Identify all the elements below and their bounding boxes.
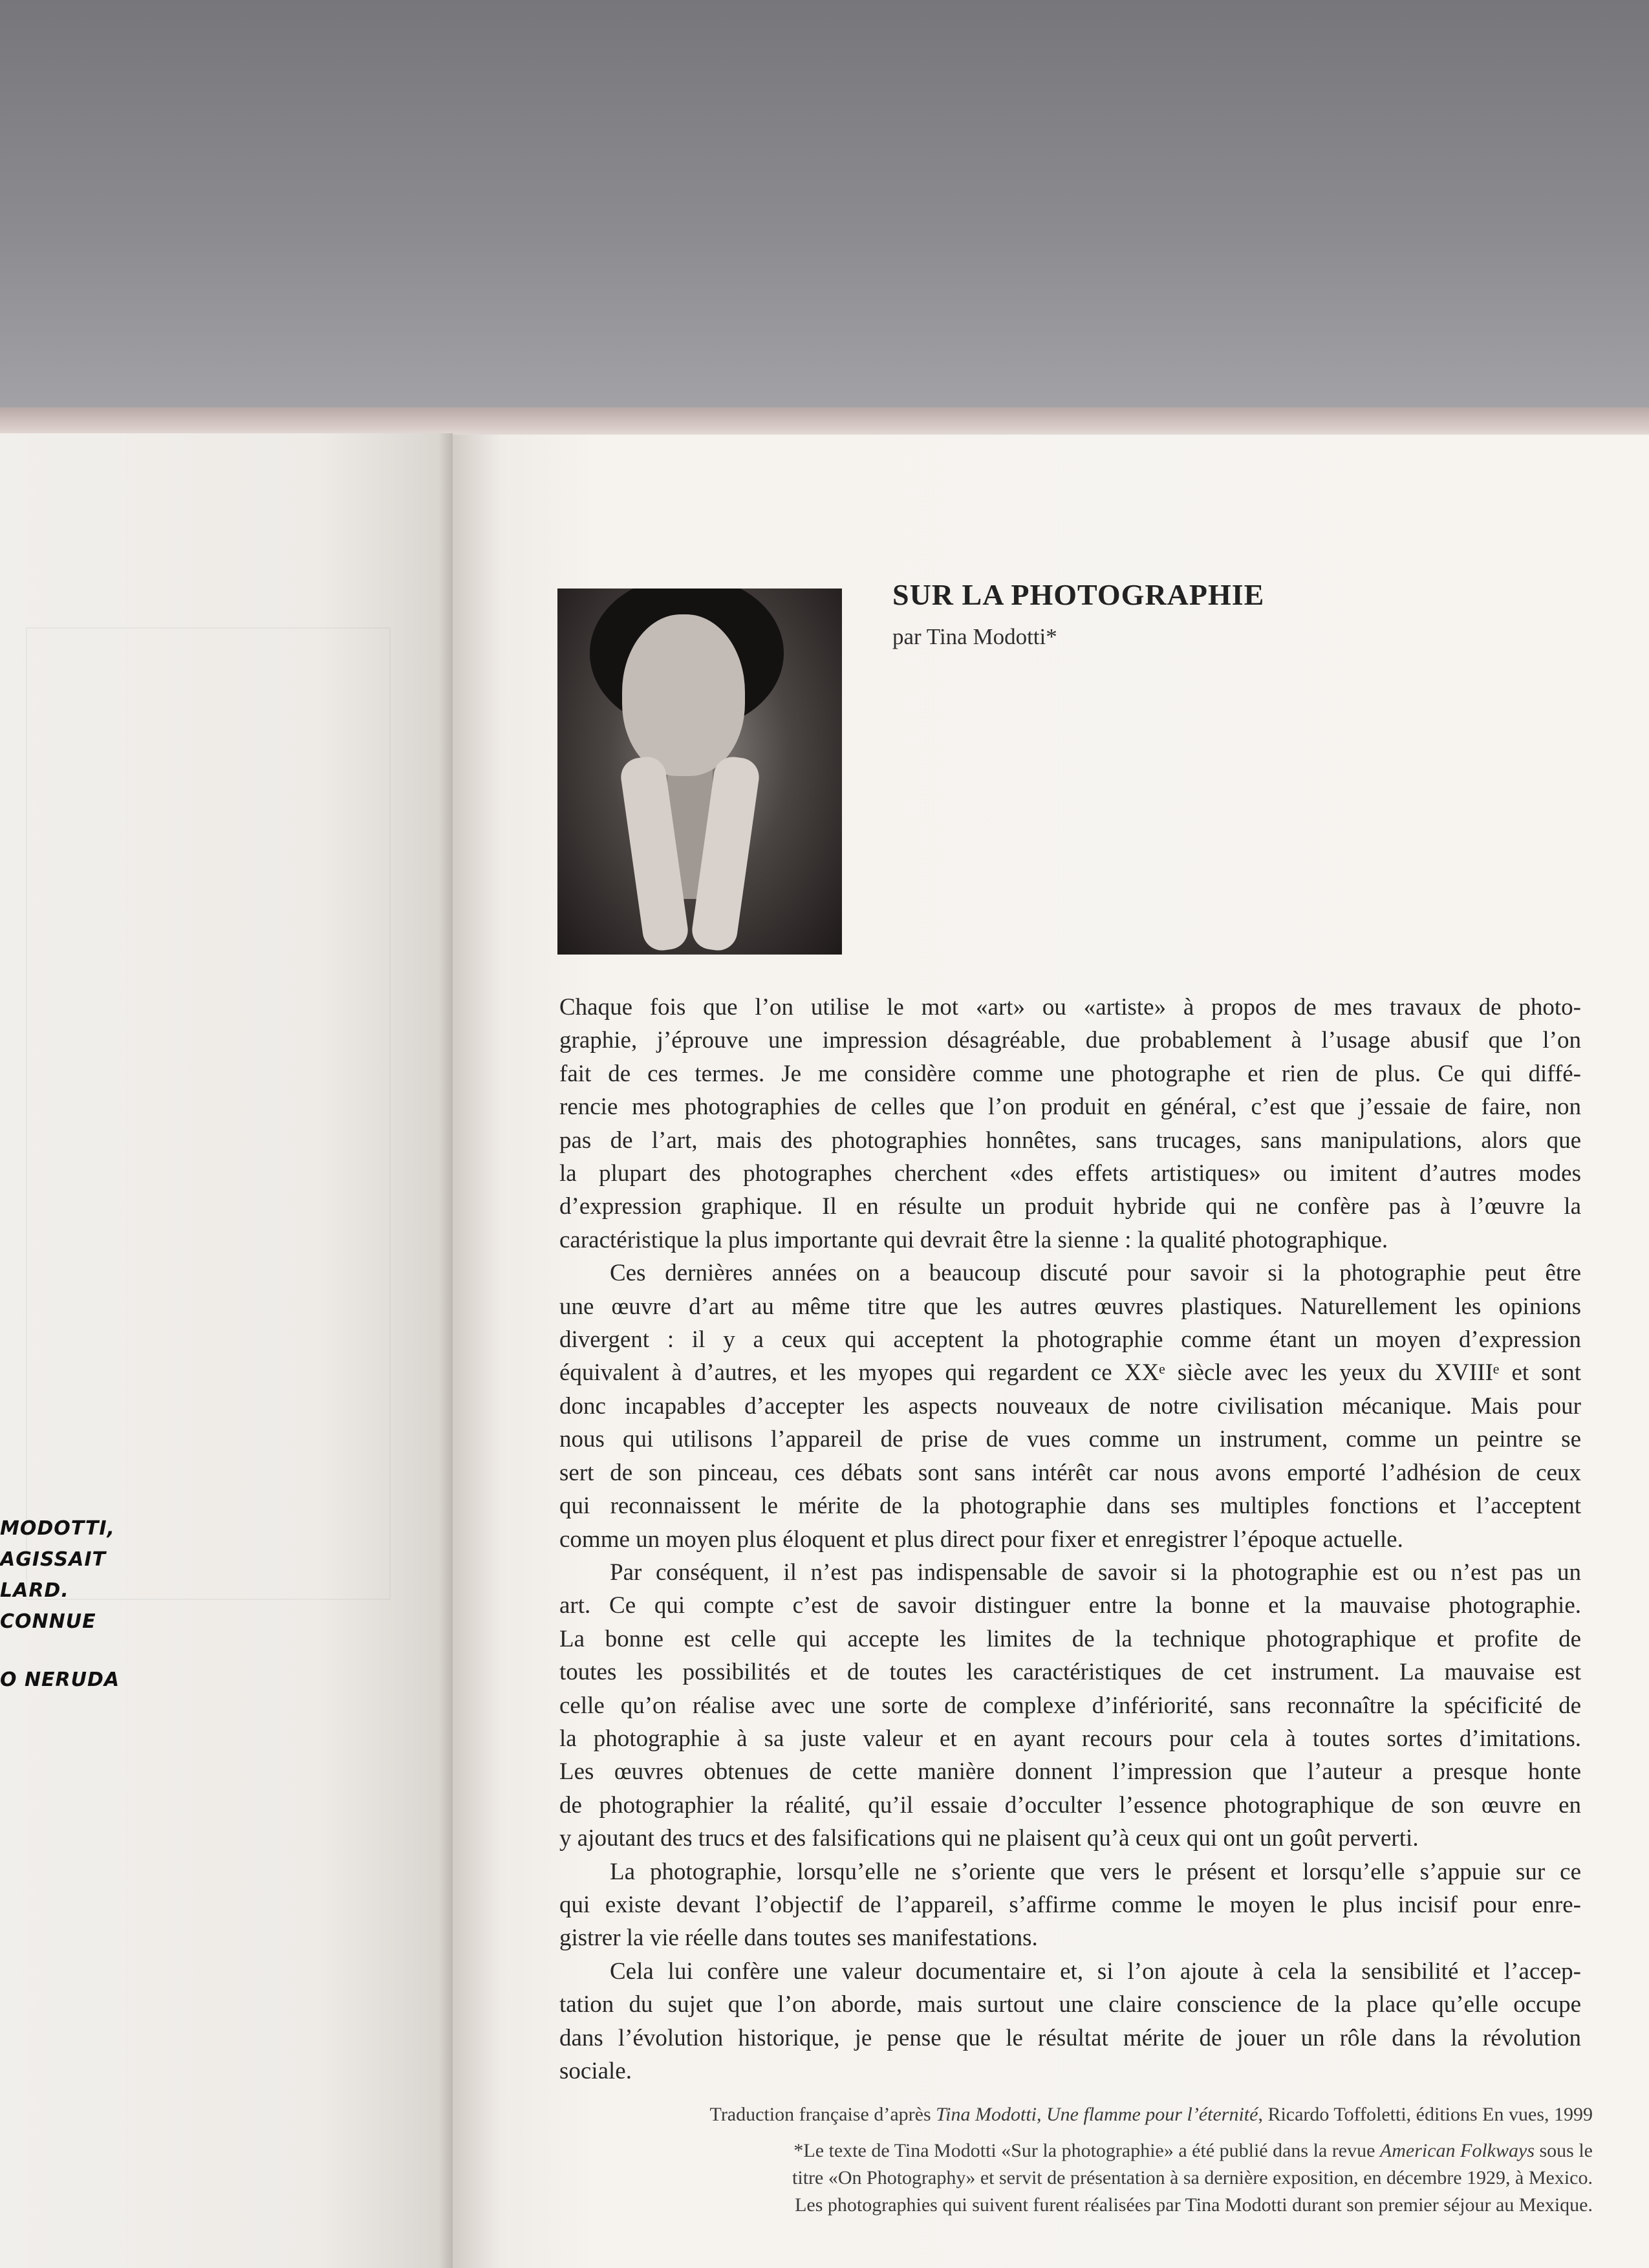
body-line: caractéristique la plus importante qui devrait être la sienne : la qualité photographique. bbox=[559, 1226, 1388, 1253]
body-line: divergent : il y a ceux qui acceptent la photographie comme étant un moyen d’expression bbox=[559, 1326, 1581, 1354]
article-title: SUR LA PHOTOGRAPHIE bbox=[892, 578, 1265, 611]
body-line: gistrer la vie réelle dans toutes ses manifestations. bbox=[559, 1925, 1038, 1952]
footnote-line: Les photographies qui suivent furent réalisées par Tina Modotti durant son premier séjour au Mexique. bbox=[795, 2194, 1593, 2216]
body-line: nous qui utilisons l’appareil de prise de vues comme un instrument, comme un peintre se bbox=[559, 1426, 1581, 1453]
body-line: graphie, j’éprouve une impression désagréable, due probablement à l’usage abusif que l’on bbox=[559, 1027, 1581, 1054]
caption-line: O NERUDA bbox=[0, 1669, 120, 1691]
caption-line: AGISSAIT bbox=[0, 1548, 106, 1571]
left-page-bleedthrough bbox=[26, 627, 391, 1600]
body-line: la photographie à sa juste valeur et en ayant recours pour cela à toutes sortes d’imitations. bbox=[559, 1725, 1581, 1752]
body-line: tation du sujet que l’on aborde, mais surtout une claire conscience de la place qu’elle occupe bbox=[559, 1991, 1581, 2018]
body-line: toutes les possibilités et de toutes les caractéristiques de cet instrument. La mauvaise est bbox=[559, 1659, 1581, 1686]
article-byline: par Tina Modotti* bbox=[892, 624, 1057, 649]
caption-line: CONNUE bbox=[0, 1610, 96, 1633]
body-line: qui existe devant l’objectif de l’appareil, s’affirme comme le moyen le plus incisif pour enre- bbox=[559, 1891, 1581, 1918]
article-body bbox=[559, 991, 1581, 2088]
footnote: *Le texte de Tina Modotti «Sur la photographie» a été publié dans la revue American Folkways sous le titre «On Photography» et servit de présentation à sa dernière exposition, en décembre 1929, à Mexico. Les photographies qui suivent furent réalisées par Tina Modotti durant son premier séjour au Mexique. bbox=[577, 2137, 1593, 2219]
body-line: comme un moyen plus éloquent et plus direct pour fixer et enregistrer l’époque actuelle. bbox=[559, 1526, 1403, 1553]
body-line: pas de l’art, mais des photographies honnêtes, sans trucages, sans manipulations, alors que bbox=[559, 1127, 1581, 1154]
body-line: une œuvre d’art au même titre que les autres œuvres plastiques. Naturellement les opinions bbox=[559, 1293, 1581, 1320]
body-line: Par conséquent, il n’est pas indispensable de savoir si la photographie est ou n’est pas un bbox=[610, 1559, 1581, 1586]
translation-credit: Traduction française d’après Tina Modotti, Une flamme pour l’éternité, Ricardo Toffoletti, éditions En vues, 1999 bbox=[709, 2104, 1593, 2125]
body-line: rencie mes photographies de celles que l’on produit en général, c’est que j’essaie de faire, non bbox=[559, 1094, 1581, 1121]
body-line: fait de ces termes. Je me considère comme une photographe et rien de plus. Ce qui diffé- bbox=[559, 1060, 1581, 1087]
body-line: Chaque fois que l’on utilise le mot «art» ou «artiste» à propos de mes travaux de photo- bbox=[559, 994, 1581, 1021]
body-line: sociale. bbox=[559, 2058, 632, 2084]
book-title: Tina Modotti, Une flamme pour l’éternité bbox=[936, 2104, 1258, 2125]
body-line: qui reconnaissent le mérite de la photographie dans ses multiples fonctions et l’acceptent bbox=[559, 1493, 1581, 1520]
body-line: dans l’évolution historique, je pense que le résultat mérite de jouer un rôle dans la révolution bbox=[559, 2024, 1581, 2051]
body-line: Ces dernières années on a beaucoup discuté pour savoir si la photographie peut être bbox=[610, 1260, 1581, 1287]
body-line: équivalent à d’autres, et les myopes qui regardent ce XXᵉ siècle avec les yeux du XVIIIᵉ et sont bbox=[559, 1359, 1581, 1387]
caption-line: LARD. bbox=[0, 1579, 69, 1602]
journal-title: American Folkways bbox=[1379, 2140, 1535, 2161]
left-page-caption bbox=[0, 1513, 213, 1696]
body-line: la plupart des photographes cherchent «des effets artistiques» ou imitent d’autres modes bbox=[559, 1160, 1581, 1187]
body-line: sert de son pinceau, ces débats sont sans intérêt car nous avons emporté l’adhésion de ceux bbox=[559, 1459, 1581, 1486]
body-line: y ajoutant des trucs et des falsifications qui ne plaisent qu’à ceux qui ont un goût perverti. bbox=[559, 1825, 1419, 1852]
body-line: d’expression graphique. Il en résulte un produit hybride qui ne confère pas à l’œuvre la bbox=[559, 1193, 1581, 1220]
body-line: La bonne est celle qui accepte les limites de la technique photographique et profite de bbox=[559, 1625, 1581, 1652]
body-line: Les œuvres obtenues de cette manière donnent l’impression que l’auteur a presque honte bbox=[559, 1758, 1581, 1786]
body-line: celle qu’on réalise avec une sorte de complexe d’infériorité, sans reconnaître la spécificité de bbox=[559, 1692, 1581, 1719]
body-line: donc incapables d’accepter les aspects nouveaux de notre civilisation mécanique. Mais pour bbox=[559, 1392, 1581, 1420]
caption-line: MODOTTI, bbox=[0, 1517, 115, 1540]
portrait-photo bbox=[557, 589, 842, 955]
left-page bbox=[0, 433, 453, 2268]
body-line: Cela lui confère une valeur documentaire et, si l’on ajoute à cela la sensibilité et l’accep- bbox=[610, 1958, 1581, 1985]
footnote-line: titre «On Photography» et servit de présentation à sa dernière exposition, en décembre 1929, à Mexico. bbox=[792, 2167, 1593, 2188]
body-line: de photographier la réalité, qu’il essaie d’occulter l’essence photographique de son œuvre en bbox=[559, 1791, 1581, 1819]
scanner-background bbox=[0, 0, 1649, 420]
body-line: art. Ce qui compte c’est de savoir distinguer entre la bonne et la mauvaise photographie. bbox=[559, 1592, 1581, 1619]
body-line: La photographie, lorsqu’elle ne s’oriente que vers le présent et lorsqu’elle s’appuie sur ce bbox=[610, 1858, 1581, 1885]
